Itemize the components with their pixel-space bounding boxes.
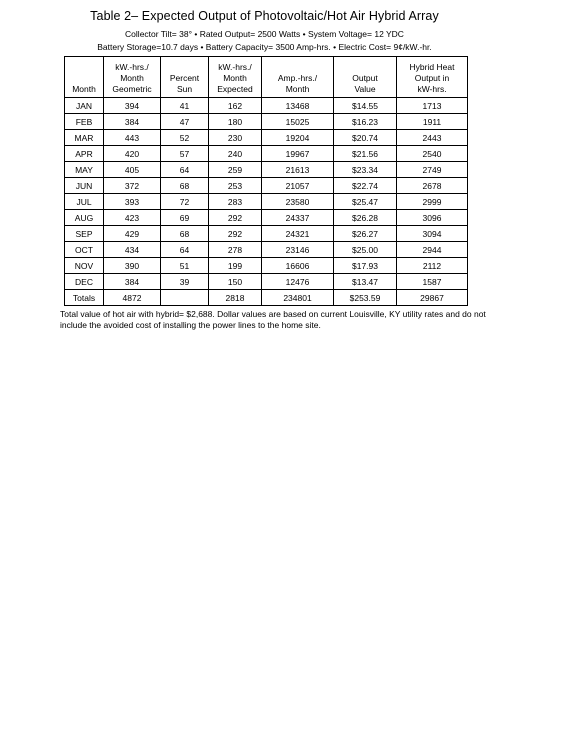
table-cell: 253 xyxy=(209,178,262,194)
footnote: Total value of hot air with hybrid= $2,688. Dollar values are based on current Louisville, KY utility rates and do not include the avoided cost of installing the power lines to the home site. xyxy=(60,309,486,330)
table-cell: 68 xyxy=(161,178,209,194)
table-cell: 12476 xyxy=(262,274,334,290)
column-header: Amp.-hrs./ Month xyxy=(262,57,334,98)
table-body xyxy=(65,98,468,306)
table-row xyxy=(65,146,468,162)
table-cell: 13468 xyxy=(262,98,334,114)
table-row xyxy=(65,258,468,274)
table-cell: 2749 xyxy=(397,162,468,178)
table-cell: 15025 xyxy=(262,114,334,130)
table-cell: 150 xyxy=(209,274,262,290)
table-cell: 21613 xyxy=(262,162,334,178)
table-cell: 162 xyxy=(209,98,262,114)
table-cell: 16606 xyxy=(262,258,334,274)
table-cell: 443 xyxy=(104,130,161,146)
table-row xyxy=(65,226,468,242)
column-header: Month xyxy=(65,57,104,98)
table-row xyxy=(65,178,468,194)
table-cell: 2443 xyxy=(397,130,468,146)
table-row xyxy=(65,98,468,114)
table-cell: 19967 xyxy=(262,146,334,162)
table-cell: 68 xyxy=(161,226,209,242)
table-cell: AUG xyxy=(65,210,104,226)
table-cell: JUN xyxy=(65,178,104,194)
table-cell: JUL xyxy=(65,194,104,210)
table-cell: 405 xyxy=(104,162,161,178)
table-cell: 29867 xyxy=(397,290,468,306)
column-header: Hybrid Heat Output in kW-hrs. xyxy=(397,57,468,98)
table-row xyxy=(65,274,468,290)
table-cell: $14.55 xyxy=(334,98,397,114)
table-cell: 1713 xyxy=(397,98,468,114)
table-cell: 278 xyxy=(209,242,262,258)
table-title: Table 2– Expected Output of Photovoltaic/Hot Air Hybrid Array xyxy=(90,9,439,23)
table-cell: FEB xyxy=(65,114,104,130)
table-cell: 52 xyxy=(161,130,209,146)
table-cell: 240 xyxy=(209,146,262,162)
table-cell: $17.93 xyxy=(334,258,397,274)
table-cell: 390 xyxy=(104,258,161,274)
table-row xyxy=(65,114,468,130)
table-cell: 4872 xyxy=(104,290,161,306)
table-cell: 394 xyxy=(104,98,161,114)
table-cell: 230 xyxy=(209,130,262,146)
table-cell: $21.56 xyxy=(334,146,397,162)
table-cell: 2944 xyxy=(397,242,468,258)
table-subtitle-parameters: Collector Tilt= 38° • Rated Output= 2500 Watts • System Voltage= 12 YDC xyxy=(125,29,404,39)
table-subtitle-battery: Battery Storage=10.7 days • Battery Capacity= 3500 Amp-hrs. • Electric Cost= 9¢/kW.-hr. xyxy=(97,42,432,52)
table-cell: DEC xyxy=(65,274,104,290)
table-cell: 2112 xyxy=(397,258,468,274)
table-cell: $25.00 xyxy=(334,242,397,258)
table-cell: 292 xyxy=(209,226,262,242)
table-cell: NOV xyxy=(65,258,104,274)
table-cell: 41 xyxy=(161,98,209,114)
table-cell: 64 xyxy=(161,242,209,258)
table-cell: APR xyxy=(65,146,104,162)
table-cell: 384 xyxy=(104,114,161,130)
column-header: kW.-hrs./ Month Geometric xyxy=(104,57,161,98)
table-cell: 51 xyxy=(161,258,209,274)
column-header: kW.-hrs./ Month Expected xyxy=(209,57,262,98)
table-cell: 72 xyxy=(161,194,209,210)
table-cell: 47 xyxy=(161,114,209,130)
table-cell: 39 xyxy=(161,274,209,290)
table-cell: 199 xyxy=(209,258,262,274)
table-cell: OCT xyxy=(65,242,104,258)
table-cell: $26.28 xyxy=(334,210,397,226)
table-cell: 64 xyxy=(161,162,209,178)
table-cell: 384 xyxy=(104,274,161,290)
table-cell: 180 xyxy=(209,114,262,130)
table-cell: 1911 xyxy=(397,114,468,130)
table-cell: 21057 xyxy=(262,178,334,194)
column-header: Percent Sun xyxy=(161,57,209,98)
table-cell: $25.47 xyxy=(334,194,397,210)
table-cell: 2678 xyxy=(397,178,468,194)
table-cell: $13.47 xyxy=(334,274,397,290)
column-header: Output Value xyxy=(334,57,397,98)
table-cell: 2540 xyxy=(397,146,468,162)
table-cell: 434 xyxy=(104,242,161,258)
totals-row xyxy=(65,290,468,306)
table-cell: 429 xyxy=(104,226,161,242)
table-cell: 2818 xyxy=(209,290,262,306)
table-cell: SEP xyxy=(65,226,104,242)
table-cell: MAR xyxy=(65,130,104,146)
table-cell: Totals xyxy=(65,290,104,306)
table-row xyxy=(65,210,468,226)
table-cell: JAN xyxy=(65,98,104,114)
table-cell: 3096 xyxy=(397,210,468,226)
table-cell: 3094 xyxy=(397,226,468,242)
table-row xyxy=(65,242,468,258)
table-cell: 420 xyxy=(104,146,161,162)
table-cell: 23146 xyxy=(262,242,334,258)
table-cell: 2999 xyxy=(397,194,468,210)
table-cell: $20.74 xyxy=(334,130,397,146)
table-row xyxy=(65,162,468,178)
table-cell: 69 xyxy=(161,210,209,226)
table-row xyxy=(65,194,468,210)
table-cell: $16.23 xyxy=(334,114,397,130)
table-cell: 57 xyxy=(161,146,209,162)
output-table xyxy=(64,56,468,306)
table-cell: 19204 xyxy=(262,130,334,146)
table-cell: 423 xyxy=(104,210,161,226)
table-cell: 24337 xyxy=(262,210,334,226)
table-cell: 234801 xyxy=(262,290,334,306)
table-cell: 372 xyxy=(104,178,161,194)
table-cell: 393 xyxy=(104,194,161,210)
table-row xyxy=(65,130,468,146)
table-cell: 292 xyxy=(209,210,262,226)
table-cell: 259 xyxy=(209,162,262,178)
table-cell xyxy=(161,290,209,306)
table-cell: $26.27 xyxy=(334,226,397,242)
table-cell: $253.59 xyxy=(334,290,397,306)
table-cell: $23.34 xyxy=(334,162,397,178)
table-header-row xyxy=(65,57,468,98)
table-cell: 1587 xyxy=(397,274,468,290)
table-cell: 23580 xyxy=(262,194,334,210)
table-cell: 24321 xyxy=(262,226,334,242)
table-cell: MAY xyxy=(65,162,104,178)
table-cell: $22.74 xyxy=(334,178,397,194)
table-cell: 283 xyxy=(209,194,262,210)
